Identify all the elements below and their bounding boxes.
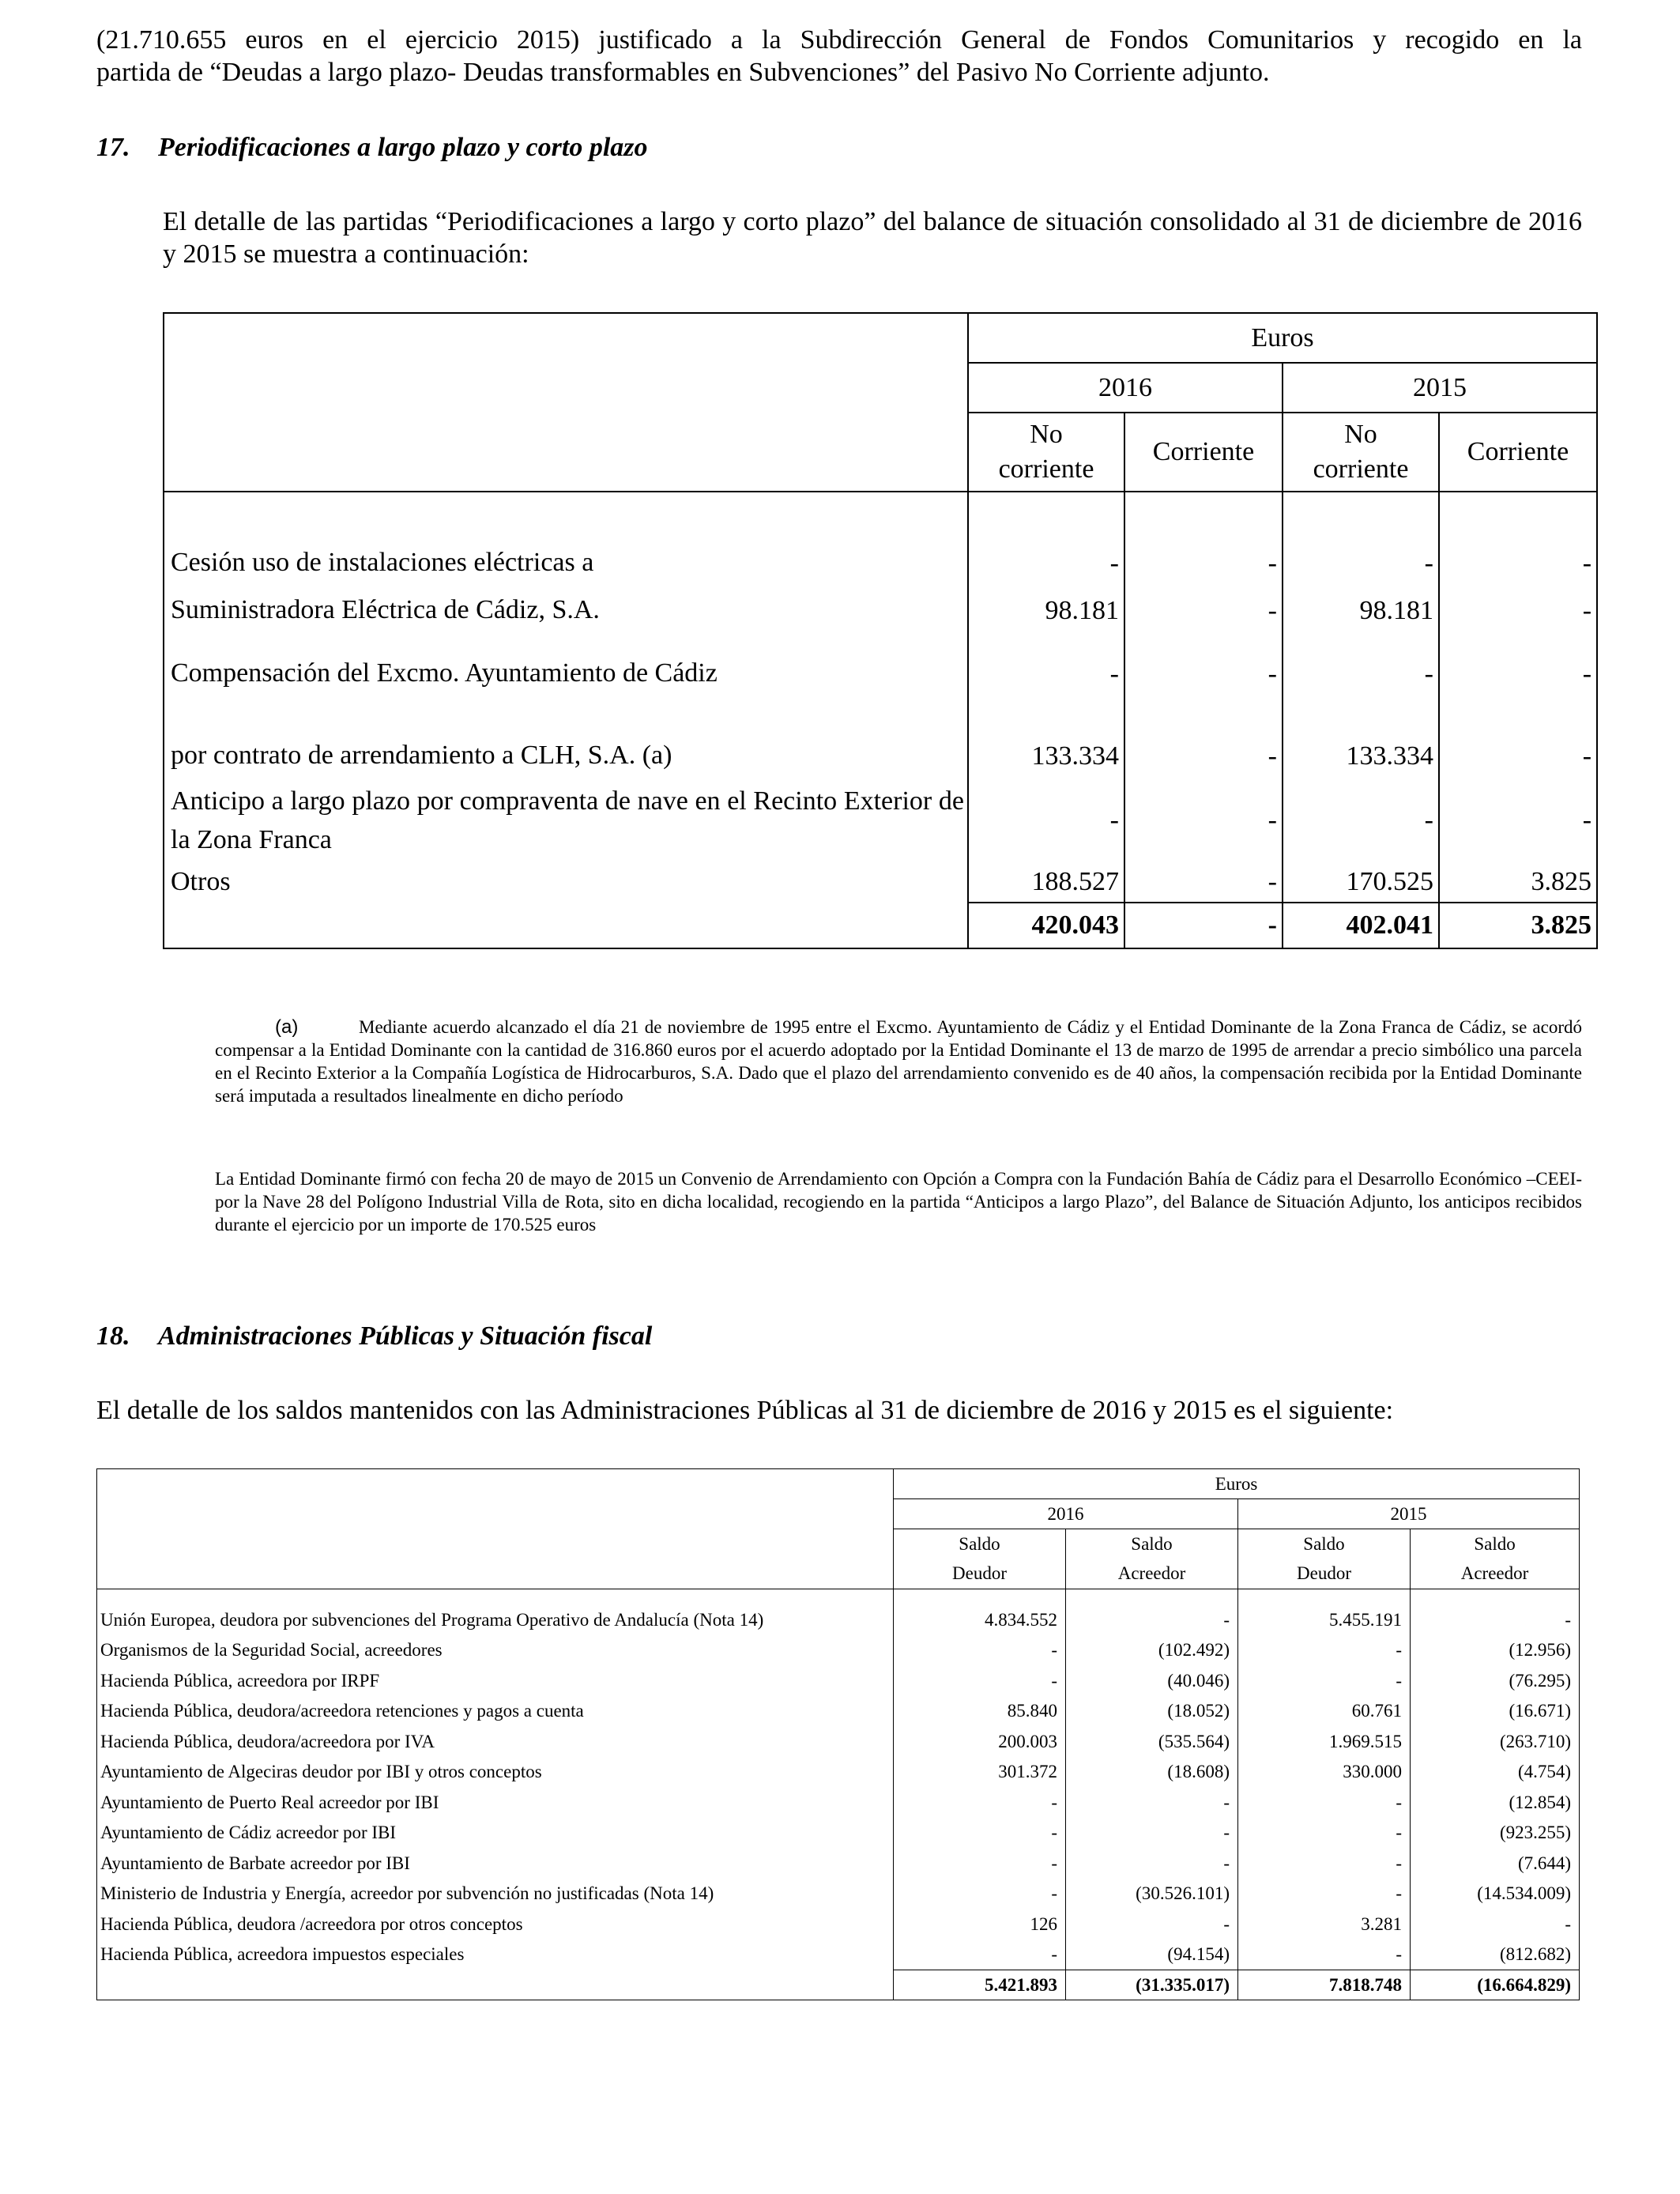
cell: - bbox=[1124, 492, 1283, 583]
cell: 200.003 bbox=[894, 1727, 1066, 1758]
cell: - bbox=[1124, 583, 1283, 629]
cell: - bbox=[1066, 1849, 1238, 1879]
intro-line-2: partida de “Deudas a largo plazo- Deudas transformables en Subvenciones” del Pasivo No Corriente adjunto. bbox=[96, 58, 1270, 87]
table-row bbox=[97, 1757, 1580, 1788]
footnote-a bbox=[215, 1016, 1582, 1107]
table-row bbox=[97, 1605, 1580, 1636]
year-header-2015: 2015 bbox=[1238, 1499, 1580, 1529]
cell: (94.154) bbox=[1066, 1940, 1238, 1970]
total-cell: 402.041 bbox=[1283, 903, 1439, 948]
row-label: por contrato de arrendamiento a CLH, S.A. (a) bbox=[164, 699, 968, 781]
cell: - bbox=[894, 1940, 1066, 1970]
cell: - bbox=[1283, 629, 1439, 699]
cell: - bbox=[1411, 1605, 1580, 1636]
table-corner bbox=[97, 1469, 894, 1589]
row-label: Hacienda Pública, deudora /acreedora por otros conceptos bbox=[97, 1909, 894, 1940]
col-saldo: Saldo bbox=[894, 1529, 1066, 1559]
section-17-title: Periodificaciones a largo plazo y corto plazo bbox=[158, 133, 648, 162]
table-row bbox=[97, 1666, 1580, 1697]
table-row bbox=[97, 1909, 1580, 1940]
cell: - bbox=[1439, 492, 1597, 583]
cell: (812.682) bbox=[1411, 1940, 1580, 1970]
table-row bbox=[164, 492, 1597, 583]
administraciones-table bbox=[96, 1468, 1580, 2000]
row-label: Otros bbox=[164, 860, 968, 903]
cell: - bbox=[968, 781, 1124, 860]
cell: (102.492) bbox=[1066, 1635, 1238, 1666]
total-cell: 420.043 bbox=[968, 903, 1124, 948]
cell: - bbox=[1411, 1909, 1580, 1940]
total-cell: 3.825 bbox=[1439, 903, 1597, 948]
year-header-2016: 2016 bbox=[894, 1499, 1238, 1529]
col-saldo: Saldo bbox=[1411, 1529, 1580, 1559]
spacer bbox=[894, 1589, 1066, 1605]
col-saldo: Saldo bbox=[1238, 1529, 1411, 1559]
cell: - bbox=[1066, 1788, 1238, 1819]
spacer bbox=[1238, 1589, 1411, 1605]
row-label: Ayuntamiento de Puerto Real acreedor por IBI bbox=[97, 1788, 894, 1819]
table-row bbox=[164, 699, 1597, 781]
cell: - bbox=[968, 492, 1124, 583]
table-corner bbox=[164, 313, 968, 492]
cell: - bbox=[1238, 1818, 1411, 1849]
cell: (76.295) bbox=[1411, 1666, 1580, 1697]
cell: - bbox=[894, 1788, 1066, 1819]
row-label: Ayuntamiento de Barbate acreedor por IBI bbox=[97, 1849, 894, 1879]
cell: 60.761 bbox=[1238, 1696, 1411, 1727]
row-label: Unión Europea, deudora por subvenciones del Programa Operativo de Andalucía (Nota 14) bbox=[97, 1605, 894, 1636]
intro-paragraph bbox=[96, 24, 1582, 89]
cell: (16.671) bbox=[1411, 1696, 1580, 1727]
cell: 5.455.191 bbox=[1238, 1605, 1411, 1636]
cell: - bbox=[1238, 1849, 1411, 1879]
cell: 4.834.552 bbox=[894, 1605, 1066, 1636]
col-label: corriente bbox=[1313, 454, 1409, 484]
spacer bbox=[1411, 1589, 1580, 1605]
table-row bbox=[164, 781, 1597, 860]
cell: - bbox=[1439, 699, 1597, 781]
cell: - bbox=[1238, 1788, 1411, 1819]
cell: 85.840 bbox=[894, 1696, 1066, 1727]
cell: 3.825 bbox=[1439, 860, 1597, 903]
table-row bbox=[97, 1635, 1580, 1666]
row-label: Hacienda Pública, deudora/acreedora retenciones y pagos a cuenta bbox=[97, 1696, 894, 1727]
table-row bbox=[164, 629, 1597, 699]
cell: (7.644) bbox=[1411, 1849, 1580, 1879]
table-row bbox=[97, 1818, 1580, 1849]
cell: 126 bbox=[894, 1909, 1066, 1940]
cell: (263.710) bbox=[1411, 1727, 1580, 1758]
cell: - bbox=[1238, 1940, 1411, 1970]
cell: - bbox=[1124, 629, 1283, 699]
table-row bbox=[97, 1849, 1580, 1879]
cell: (30.526.101) bbox=[1066, 1879, 1238, 1909]
cell: 170.525 bbox=[1283, 860, 1439, 903]
footnote-text: Mediante acuerdo alcanzado el día 21 de noviembre de 1995 entre el Excmo. Ayuntamiento de Cádiz y el Entidad Dominante de la Zona Franca de Cádiz, se acordó compensar a la Entidad Dominante con la cantidad de 316.860 euros por el acuerdo adoptado por la Entidad Dominante el 13 de marzo de 1995 de arrendar a precio simbólico una parcela en el Recinto Exterior a la Compañía Logística de Hidrocarburos, S.A. Dado que el plazo del arrendamiento convenido es de 40 años, la compensación recibida por la Entidad Dominante será imputada a resultados linealmente en dicho período bbox=[215, 1017, 1582, 1106]
table-total-row bbox=[164, 903, 1597, 948]
cell: - bbox=[1283, 492, 1439, 583]
currency-header: Euros bbox=[894, 1469, 1580, 1499]
cell: - bbox=[1283, 781, 1439, 860]
cell: - bbox=[1124, 781, 1283, 860]
cell: - bbox=[894, 1818, 1066, 1849]
table-row bbox=[97, 1879, 1580, 1909]
cell: - bbox=[1066, 1909, 1238, 1940]
col-saldo: Saldo bbox=[1066, 1529, 1238, 1559]
row-label: Anticipo a largo plazo por compraventa de nave en el Recinto Exterior de la Zona Franca bbox=[164, 781, 968, 860]
periodificaciones-table bbox=[163, 312, 1598, 949]
col-label: No bbox=[1030, 420, 1063, 449]
col-no-corriente-2016 bbox=[968, 413, 1124, 492]
cell: 133.334 bbox=[968, 699, 1124, 781]
spacer bbox=[1066, 1589, 1238, 1605]
currency-header: Euros bbox=[968, 313, 1597, 363]
cell: 133.334 bbox=[1283, 699, 1439, 781]
total-label-empty bbox=[97, 1970, 894, 2000]
col-label: No bbox=[1344, 420, 1377, 449]
col-deudor-2015: Deudor bbox=[1238, 1559, 1411, 1589]
section-17-number: 17. bbox=[96, 133, 130, 162]
row-label: Cesión uso de instalaciones eléctricas a bbox=[164, 492, 968, 583]
section-17-heading bbox=[96, 133, 648, 163]
cell: 301.372 bbox=[894, 1757, 1066, 1788]
footnote-marker: (a) bbox=[275, 1016, 299, 1038]
total-cell: (31.335.017) bbox=[1066, 1970, 1238, 2000]
intro-line-1: (21.710.655 euros en el ejercicio 2015) justificado a la Subdirección General de Fondos Comunitarios y recogido en la bbox=[96, 25, 1582, 55]
cell: - bbox=[1439, 583, 1597, 629]
col-deudor-2016: Deudor bbox=[894, 1559, 1066, 1589]
section-18-title: Administraciones Públicas y Situación fiscal bbox=[158, 1321, 653, 1351]
cell: - bbox=[968, 629, 1124, 699]
cell: - bbox=[1439, 629, 1597, 699]
cell: 98.181 bbox=[1283, 583, 1439, 629]
cell: (4.754) bbox=[1411, 1757, 1580, 1788]
table-row bbox=[97, 1696, 1580, 1727]
row-label: Ayuntamiento de Algeciras deudor por IBI y otros conceptos bbox=[97, 1757, 894, 1788]
footnote-b: La Entidad Dominante firmó con fecha 20 de mayo de 2015 un Convenio de Arrendamiento con Opción a Compra con la Fundación Bahía de Cádiz para el Desarrollo Económico –CEEI- por la Nave 28 del Polígono Industrial Villa de Rota, sito en dicha localidad, recogiendo en la partida “Anticipos a largo Plazo”, del Balance de Situación Adjunto, los anticipos recibidos durante el ejercicio por un importe de 170.525 euros bbox=[215, 1169, 1582, 1235]
cell: 98.181 bbox=[968, 583, 1124, 629]
total-cell: 7.818.748 bbox=[1238, 1970, 1411, 2000]
section-18-number: 18. bbox=[96, 1321, 130, 1351]
row-label: Hacienda Pública, acreedora por IRPF bbox=[97, 1666, 894, 1697]
spacer bbox=[97, 1589, 894, 1605]
cell: (18.608) bbox=[1066, 1757, 1238, 1788]
cell: - bbox=[894, 1635, 1066, 1666]
cell: - bbox=[1124, 860, 1283, 903]
cell: - bbox=[894, 1666, 1066, 1697]
cell: - bbox=[1066, 1818, 1238, 1849]
section-17-paragraph: El detalle de las partidas “Periodificaciones a largo y corto plazo” del balance de situación consolidado al 31 de diciembre de 2016 y 2015 se muestra a continuación: bbox=[163, 207, 1582, 269]
cell: 330.000 bbox=[1238, 1757, 1411, 1788]
cell: (14.534.009) bbox=[1411, 1879, 1580, 1909]
cell: - bbox=[1439, 781, 1597, 860]
cell: 1.969.515 bbox=[1238, 1727, 1411, 1758]
row-label: Hacienda Pública, acreedora impuestos especiales bbox=[97, 1940, 894, 1970]
cell: - bbox=[1238, 1635, 1411, 1666]
cell: - bbox=[1238, 1666, 1411, 1697]
cell: (923.255) bbox=[1411, 1818, 1580, 1849]
cell: (40.046) bbox=[1066, 1666, 1238, 1697]
cell: 188.527 bbox=[968, 860, 1124, 903]
cell: 3.281 bbox=[1238, 1909, 1411, 1940]
table-row bbox=[97, 1788, 1580, 1819]
cell: - bbox=[894, 1879, 1066, 1909]
section-18-paragraph: El detalle de los saldos mantenidos con las Administraciones Públicas al 31 de diciembre de 2016 y 2015 es el siguiente: bbox=[96, 1396, 1394, 1425]
total-cell: 5.421.893 bbox=[894, 1970, 1066, 2000]
col-corriente-2015: Corriente bbox=[1439, 413, 1597, 492]
table-row bbox=[97, 1727, 1580, 1758]
year-header-2016: 2016 bbox=[968, 363, 1283, 413]
col-no-corriente-2015 bbox=[1283, 413, 1439, 492]
row-label: Ayuntamiento de Cádiz acreedor por IBI bbox=[97, 1818, 894, 1849]
col-acreedor-2015: Acreedor bbox=[1411, 1559, 1580, 1589]
cell: (535.564) bbox=[1066, 1727, 1238, 1758]
row-label: Compensación del Excmo. Ayuntamiento de Cádiz bbox=[164, 629, 968, 699]
col-label: corriente bbox=[998, 454, 1094, 484]
row-label: Suministradora Eléctrica de Cádiz, S.A. bbox=[164, 583, 968, 629]
col-corriente-2016: Corriente bbox=[1124, 413, 1283, 492]
year-header-2015: 2015 bbox=[1283, 363, 1597, 413]
cell: - bbox=[1066, 1605, 1238, 1636]
table-total-row bbox=[97, 1970, 1580, 2000]
row-label: Hacienda Pública, deudora/acreedora por IVA bbox=[97, 1727, 894, 1758]
total-cell: (16.664.829) bbox=[1411, 1970, 1580, 2000]
cell: (18.052) bbox=[1066, 1696, 1238, 1727]
total-label-empty bbox=[164, 903, 968, 948]
table-row bbox=[97, 1940, 1580, 1970]
cell: (12.956) bbox=[1411, 1635, 1580, 1666]
cell: (12.854) bbox=[1411, 1788, 1580, 1819]
table-row bbox=[164, 860, 1597, 903]
table-row bbox=[164, 583, 1597, 629]
col-acreedor-2016: Acreedor bbox=[1066, 1559, 1238, 1589]
row-label: Organismos de la Seguridad Social, acreedores bbox=[97, 1635, 894, 1666]
section-18-heading bbox=[96, 1321, 652, 1351]
row-label: Ministerio de Industria y Energía, acreedor por subvención no justificadas (Nota 14) bbox=[97, 1879, 894, 1909]
total-cell: - bbox=[1124, 903, 1283, 948]
cell: - bbox=[1124, 699, 1283, 781]
cell: - bbox=[1238, 1879, 1411, 1909]
cell: - bbox=[894, 1849, 1066, 1879]
